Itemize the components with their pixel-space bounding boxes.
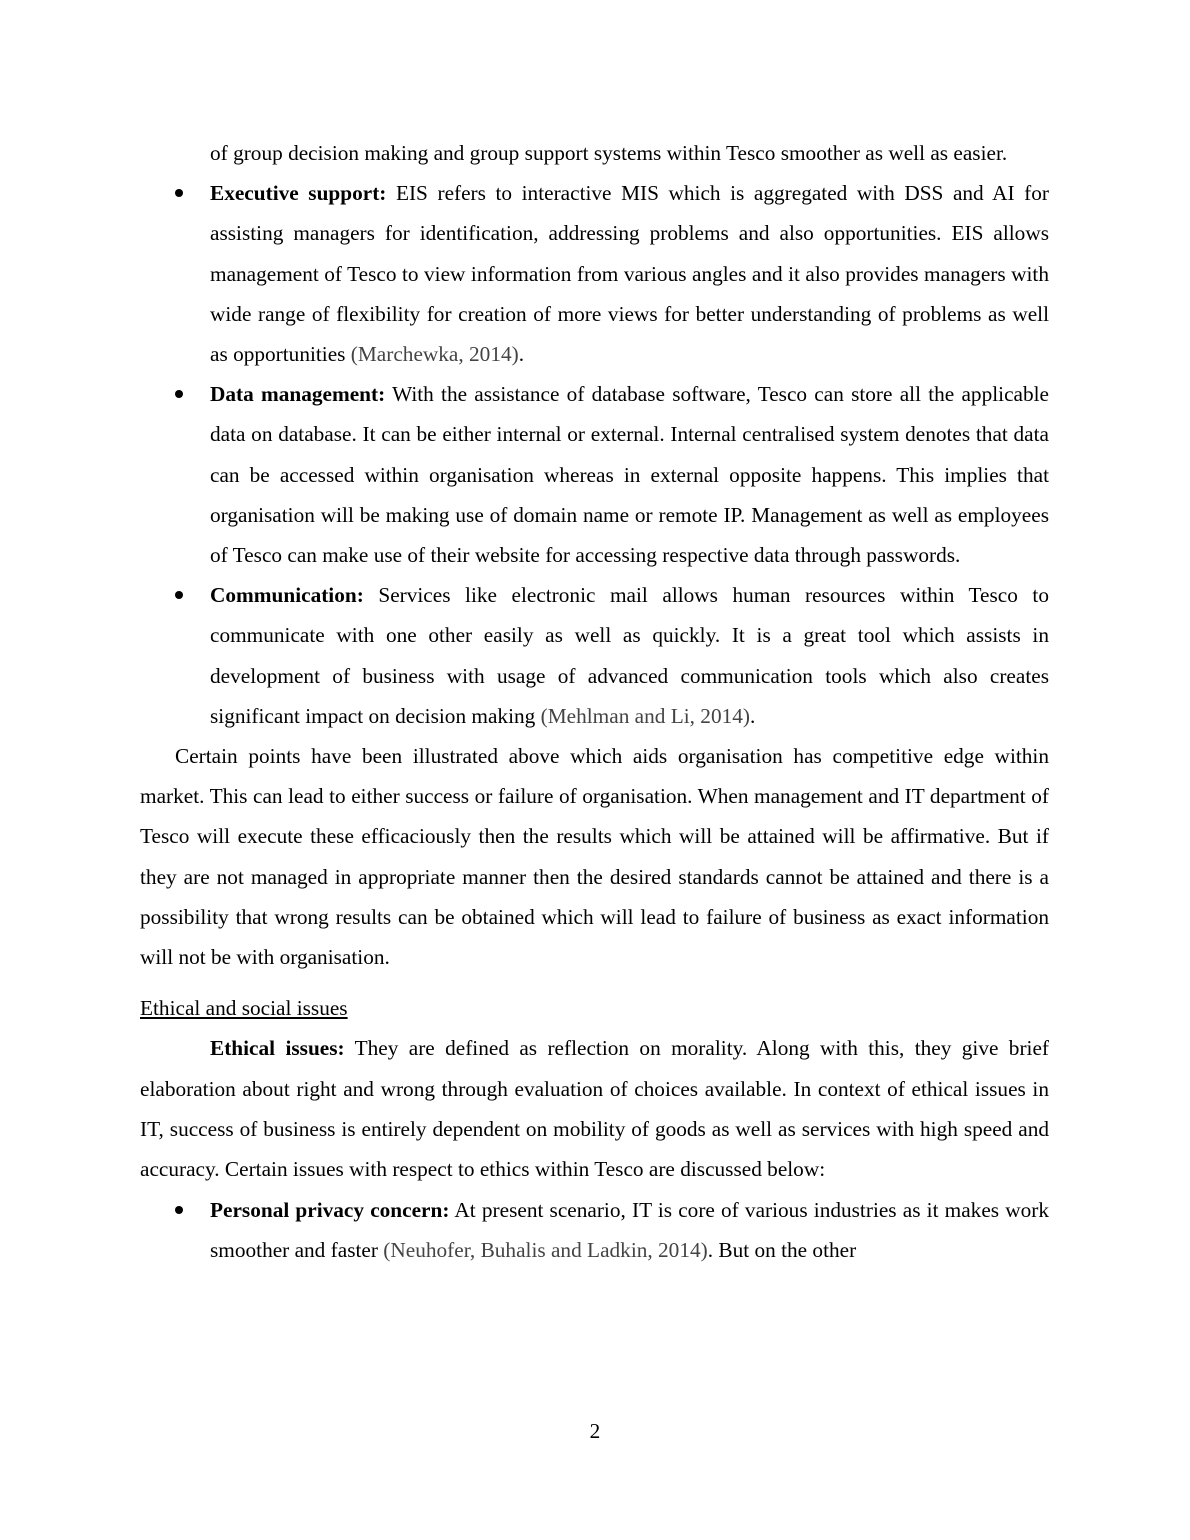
bullet-text: EIS refers to interactive MIS which is aggregated with DSS and AI for assisting managers for identification, addressing problems and also opportunities. EIS allows management of Tesco to view information from various angles and it also provides managers with wide range of flexibility for creation of more views for better understanding of problems as well as opportunities	[210, 181, 1049, 367]
bullet-icon	[175, 1206, 183, 1214]
bullet-icon	[175, 189, 183, 197]
bullet-term: Communication:	[210, 583, 364, 608]
bullet-term: Executive support:	[210, 181, 387, 206]
summary-paragraph: Certain points have been illustrated above which aids organisation has competitive edge within market. This can lead to either success or failure of organisation. When management and IT department of Tesco will execute these efficaciously then the results which will be attained will be affirmative. But if they are not managed in appropriate manner then the desired standards cannot be attained and there is a possibility that wrong results can be obtained which will lead to failure of business as exact information will not be with organisation.	[140, 744, 1049, 970]
ethical-paragraph	[140, 1028, 1049, 1189]
bullet-item-data-management	[140, 374, 1049, 575]
section-heading-text: Ethical and social issues	[140, 996, 348, 1021]
bullet-text: Services like electronic mail allows human resources within Tesco to communicate with one other easily as well as quickly. It is a great tool which assists in development of business with usage of advanced communication tools which also creates significant impact on decision making	[210, 583, 1049, 728]
bullet-text: With the assistance of database software, Tesco can store all the applicable data on database. It can be either internal or external. Internal centralised system denotes that data can be accessed within organisation whereas in external opposite happens. This implies that organisation will be making use of domain name or remote IP. Management as well as employees of Tesco can make use of their website for accessing respective data through passwords.	[210, 382, 1049, 568]
bullet-after: .	[518, 342, 525, 367]
bullet-list-top	[140, 173, 1049, 736]
bullet-item-executive-support	[140, 173, 1049, 374]
bullet-after: . But on the other	[707, 1238, 857, 1263]
bullet-item-personal-privacy	[140, 1190, 1049, 1270]
citation: (Neuhofer, Buhalis and Ladkin, 2014)	[383, 1238, 708, 1263]
continuation-text: of group decision making and group support systems within Tesco smoother as well as easier.	[210, 141, 1008, 165]
bullet-list-bottom	[140, 1190, 1049, 1270]
bullet-after: .	[750, 703, 756, 728]
bullet-icon	[175, 390, 183, 398]
page-number: 2	[589, 1419, 601, 1443]
citation: (Marchewka, 2014)	[350, 342, 519, 367]
page-content	[140, 133, 1049, 1271]
ethical-term: Ethical issues:	[210, 1036, 345, 1061]
ethical-text: They are defined as reflection on morality. Along with this, they give brief elaboration about right and wrong through evaluation of choices available. In context of ethical issues in IT, success of business is entirely dependent on mobility of goods as well as services with high speed and accuracy. Certain issues with respect to ethics within Tesco are discussed below:	[140, 1036, 1049, 1182]
bullet-term: Data management:	[210, 382, 386, 407]
section-heading	[140, 988, 1049, 1028]
bullet-icon	[175, 591, 183, 599]
bullet-term: Personal privacy concern:	[210, 1198, 450, 1223]
bullet-text: At present scenario, IT is core of various industries as it makes work smoother and faster	[210, 1198, 1049, 1263]
bullet-item-communication	[140, 575, 1049, 736]
citation: (Mehlman and Li, 2014)	[540, 703, 750, 728]
